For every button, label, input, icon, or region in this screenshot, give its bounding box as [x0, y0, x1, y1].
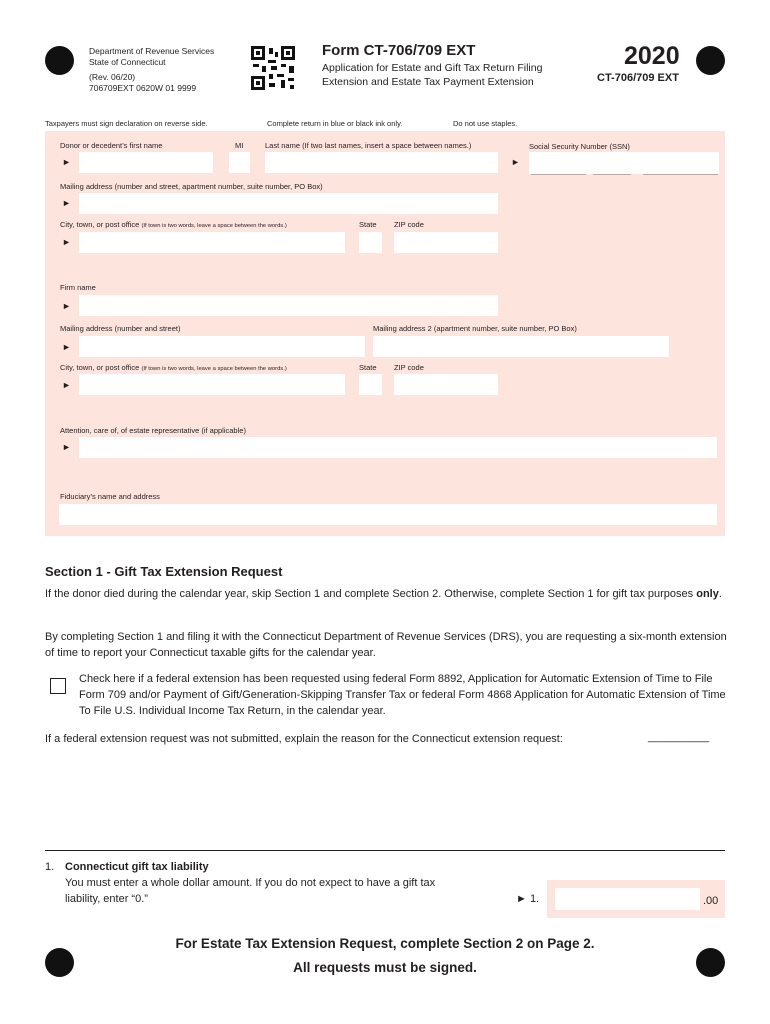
firm-city-field[interactable] [79, 374, 345, 395]
ssn-separator [643, 174, 718, 175]
arrow-icon: ► [62, 237, 71, 247]
revision-date: (Rev. 06/20) [89, 72, 136, 82]
ssn-separator [531, 174, 586, 175]
line1-cents: .00 [703, 895, 719, 907]
fiduciary-field[interactable] [59, 504, 717, 525]
firm-zip-field[interactable] [394, 374, 498, 395]
ssn-label: Social Security Number (SSN) [529, 142, 630, 151]
footer-line-1: For Estate Tax Extension Request, complete Section 2 on Page 2. [175, 936, 595, 951]
explain-blank[interactable]: __________ [648, 731, 710, 743]
fiduciary-label: Fiduciary’s name and address [60, 492, 160, 501]
arrow-icon: ► [511, 157, 520, 167]
firm-name-label: Firm name [60, 283, 96, 292]
line1-desc-1: You must enter a whole dollar amount. If you do not expect to have a gift tax [65, 877, 436, 889]
form-title: Form CT-706/709 EXT [322, 42, 476, 59]
registration-mark-top-left [45, 46, 74, 75]
section1-para1 [45, 586, 727, 602]
arrow-icon: ► [62, 342, 71, 352]
federal-extension-text: Check here if a federal extension has been requested using federal Form 8892, Application for Automatic Extension of Time to File Form 709 and/or Payment of Gift/Generation-Skipping Transfer Tax or federal Form 4868 Application for Automatic Extension of Time To File U.S. Individual Income Tax Return, in the calendar year. [79, 673, 726, 717]
first-name-field[interactable] [79, 152, 213, 173]
line1-amount-field[interactable] [555, 888, 700, 910]
city-label-text: City, town, or post office [60, 220, 140, 229]
firm-name-field[interactable] [79, 295, 498, 316]
zip-field[interactable] [394, 232, 498, 253]
line1-desc-2: liability, enter “0.” [65, 893, 148, 905]
agency-name: Department of Revenue Services [89, 46, 215, 56]
section1-para2: By completing Section 1 and filing it with the Connecticut Department of Revenue Services (DRS), you are requesting a six-month extension of time to report your Connecticut taxable gifts for the calendar year. [45, 631, 727, 659]
last-name-label: Last name (If two last names, insert a space between names.) [265, 141, 472, 150]
city-field[interactable] [79, 232, 345, 253]
section1-para1-emphasis: only [696, 588, 719, 600]
explain-underline [45, 850, 725, 851]
arrow-icon: ► [62, 442, 71, 452]
ssn-field[interactable] [529, 152, 719, 174]
state-label: State [359, 220, 377, 229]
registration-mark-bottom-right [696, 948, 725, 977]
state-name: State of Connecticut [89, 57, 166, 67]
arrow-icon: ► [62, 301, 71, 311]
sign-instruction: Taxpayers must sign declaration on reverse side. [45, 119, 208, 128]
line1-title: Connecticut gift tax liability [65, 861, 209, 873]
form-code: 706709EXT 0620W 01 9999 [89, 83, 197, 93]
explain-field[interactable] [45, 752, 727, 844]
firm-mailing2-label: Mailing address 2 (apartment number, suite number, PO Box) [373, 324, 577, 333]
section1-para1-end: . [718, 588, 722, 600]
mi-field[interactable] [229, 152, 250, 173]
arrow-icon: ► [62, 380, 71, 390]
tax-year: 2020 [624, 42, 680, 70]
qr-code-icon [251, 46, 295, 90]
line1-ref: ► 1. [516, 893, 540, 905]
mailing-address-label: Mailing address (number and street, apartment number, suite number, PO Box) [60, 182, 323, 191]
agency-block [89, 46, 214, 94]
arrow-icon: ► [62, 198, 71, 208]
firm-mailing-field[interactable] [79, 336, 365, 357]
mi-label: MI [235, 141, 244, 150]
subtitle-line-2: Extension and Estate Tax Payment Extension [322, 76, 534, 88]
state-field[interactable] [359, 232, 382, 253]
firm-city-label-note: (If town is two words, leave a space between the words.) [141, 366, 287, 372]
footer-line-2: All requests must be signed. [293, 960, 477, 975]
form-subtitle [322, 61, 542, 89]
attention-field[interactable] [79, 437, 717, 458]
firm-state-field[interactable] [359, 374, 382, 395]
taxpayer-info-panel [45, 131, 725, 536]
first-name-label: Donor or decedent’s first name [60, 141, 163, 150]
firm-zip-label: ZIP code [394, 363, 424, 372]
line1-number: 1. [45, 861, 55, 873]
zip-label: ZIP code [394, 220, 424, 229]
firm-mailing-label: Mailing address (number and street) [60, 324, 181, 333]
firm-state-label: State [359, 363, 377, 372]
city-label-note: (If town is two words, leave a space between the words.) [141, 223, 287, 229]
registration-mark-top-right [696, 46, 725, 75]
last-name-field[interactable] [265, 152, 498, 173]
firm-city-label-text: City, town, or post office [60, 363, 140, 372]
firm-mailing2-field[interactable] [373, 336, 669, 357]
registration-mark-bottom-left [45, 948, 74, 977]
form-id: CT-706/709 EXT [597, 72, 679, 84]
mailing-address-field[interactable] [79, 193, 498, 214]
staples-instruction: Do not use staples. [453, 119, 518, 128]
firm-city-label [60, 363, 287, 372]
explain-prompt: If a federal extension request was not submitted, explain the reason for the Connecticut extension request: [45, 733, 563, 745]
federal-extension-checkbox[interactable] [50, 678, 66, 694]
section1-para1-text: If the donor died during the calendar year, skip Section 1 and complete Section 2. Otherwise, complete Section 1 for gift tax purposes [45, 588, 697, 600]
subtitle-line-1: Application for Estate and Gift Tax Return Filing [322, 62, 543, 74]
line1-desc [65, 875, 435, 907]
attention-label: Attention, care of, of estate representative (if applicable) [60, 426, 246, 435]
city-label [60, 220, 287, 229]
arrow-icon: ► [62, 157, 71, 167]
ink-instruction: Complete return in blue or black ink only. [267, 119, 403, 128]
section1-title: Section 1 - Gift Tax Extension Request [45, 564, 283, 579]
ssn-separator [593, 174, 631, 175]
